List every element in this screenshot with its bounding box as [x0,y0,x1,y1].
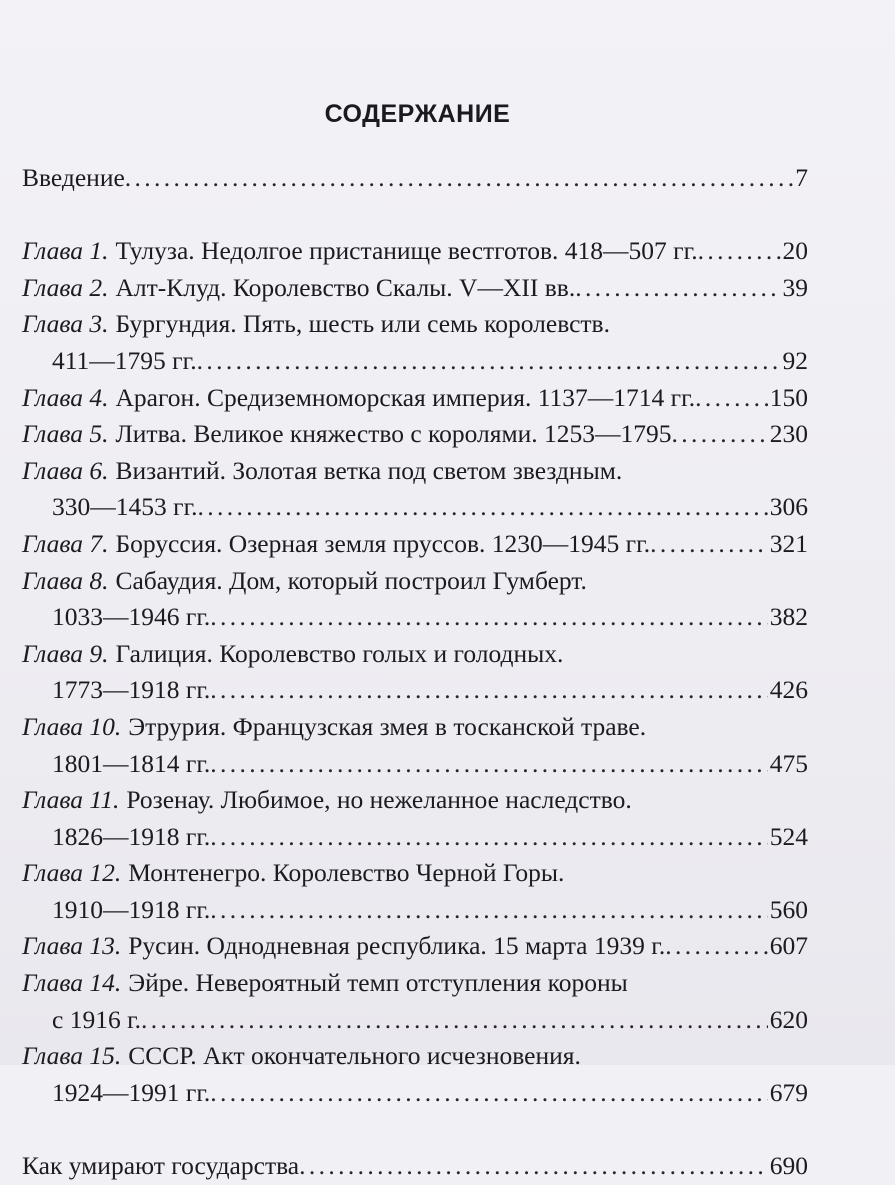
dot-leader [210,819,767,856]
dot-leader [125,160,793,197]
chapter-title-continuation: 1801—1814 гг. [52,748,211,778]
toc-line [22,965,808,1002]
chapter-title-continuation: 1826—1918 гг. [52,821,211,851]
spacer [22,1111,808,1148]
entry-title: Введение [22,163,125,192]
page-number: 475 [769,748,808,778]
toc-line [22,526,808,563]
chapter-title: Боруссия. Озерная земля пруссов. 1230—1945 гг. [115,528,651,558]
dot-leader [210,672,767,709]
spacer [22,197,808,234]
chapter-title: Русин. Однодневная республика. 15 марта 1939 г. [128,931,666,961]
page-number: 560 [769,894,808,924]
chapter-title: Эйре. Невероятный темп отступления короны [128,968,628,998]
chapter-title: Литва. Великое княжество с королями. 1253—1795 [115,419,672,449]
chapter-label: Глава 5. [22,419,109,449]
chapter-title: СССР. Акт окончательного исчезновения. [128,1041,581,1071]
toc-line-continuation [22,1002,808,1039]
chapter-title-continuation: 1924—1991 гг. [52,1077,211,1107]
page-number: 607 [769,931,808,961]
toc-entry-chapter[interactable] [22,416,808,453]
page-number: 7 [795,163,808,192]
chapter-label: Глава 10. [22,711,122,741]
toc-line [22,306,808,343]
toc-entry-chapter[interactable] [22,1038,808,1111]
toc-entry-chapter[interactable] [22,306,808,379]
toc-entry-chapter[interactable] [22,965,808,1038]
toc-line-continuation [22,672,808,709]
dot-leader [698,233,781,270]
chapter-title: Арагон. Средиземноморская империя. 1137—1714 гг. [115,382,696,412]
toc-entry-chapter[interactable] [22,380,808,417]
chapter-label: Глава 4. [22,382,109,412]
toc-line-continuation [22,599,808,636]
chapter-label: Глава 11. [22,785,120,815]
toc-line [22,636,808,673]
dot-leader [672,416,768,453]
page-number: 150 [769,382,808,412]
page-number: 690 [769,1151,808,1181]
dot-leader [210,746,767,783]
dot-leader [650,526,768,563]
chapter-label: Глава 15. [22,1041,122,1071]
toc-line [22,563,808,600]
toc-line [22,782,808,819]
toc-entry-chapter[interactable] [22,636,808,709]
chapter-title: Этрурия. Французская змея в тосканской траве. [128,711,647,741]
dot-leader [575,270,780,307]
chapter-title-continuation: с 1916 г. [52,1004,142,1034]
dot-leader [210,599,767,636]
chapter-title: Сабаудия. Дом, который построил Гумберт. [115,565,587,595]
toc-entry-chapter[interactable] [22,563,808,636]
chapter-title: Тулуза. Недолгое пристанище вестготов. 418—507 гг. [115,236,698,266]
toc-entry-chapter[interactable] [22,233,808,270]
toc-line [22,855,808,892]
toc-entry-conclusion[interactable] [22,1148,808,1185]
chapter-title: Бургундия. Пять, шесть или семь королевств. [115,309,610,339]
toc-entry-chapter[interactable] [22,526,808,563]
chapter-title: Монтенегро. Королевство Черной Горы. [128,858,565,888]
chapter-title: Алт-Клуд. Королевство Скалы. V—XII вв. [115,272,576,302]
chapter-label: Глава 7. [22,528,109,558]
toc-line [22,233,808,270]
chapter-label: Глава 1. [22,236,109,266]
page-number: 620 [769,1004,808,1034]
toc-entry-intro[interactable] [22,160,808,197]
dot-leader [141,1002,768,1039]
table-of-contents [22,160,808,1185]
chapter-title-continuation: 1910—1918 гг. [52,894,211,924]
toc-entry-chapter[interactable] [22,270,808,307]
chapter-label: Глава 13. [22,931,122,961]
page-number: 679 [769,1077,808,1107]
toc-entry-chapter[interactable] [22,928,808,965]
toc-entry-chapter[interactable] [22,709,808,782]
toc-line-continuation [22,1075,808,1112]
page-number: 306 [769,492,808,522]
chapter-title: Византий. Золотая ветка под светом звездным. [115,455,623,485]
chapter-title-continuation: 1773—1918 гг. [52,675,211,705]
dot-leader [210,892,767,929]
toc-line-continuation [22,343,808,380]
dot-leader [198,489,768,526]
toc-entry-chapter[interactable] [22,453,808,526]
chapter-title: Галиция. Королевство голых и голодных. [115,638,564,668]
page-number: 20 [782,236,808,266]
toc-line [22,709,808,746]
toc-line-continuation [22,489,808,526]
toc-line [22,380,808,417]
dot-leader [695,380,768,417]
page-title: СОДЕРЖАНИЕ [324,100,511,128]
dot-leader [210,1075,767,1112]
chapter-title-continuation: 411—1795 гг. [52,345,197,375]
toc-entry-chapter[interactable] [22,855,808,928]
chapter-title-continuation: 1033—1946 гг. [52,602,211,632]
toc-line [22,416,808,453]
toc-line [22,453,808,490]
page-number: 92 [782,345,808,375]
entry-title: Как умирают государства [22,1151,300,1181]
chapter-label: Глава 6. [22,455,109,485]
dot-leader [197,343,781,380]
page-number: 39 [782,272,808,302]
page-number: 524 [769,821,808,851]
toc-line [22,928,808,965]
dot-leader [665,928,768,965]
page-number: 230 [769,419,808,449]
page-number: 382 [769,602,808,632]
chapter-label: Глава 9. [22,638,109,668]
page-number: 426 [769,675,808,705]
chapter-list [22,233,808,1111]
toc-line-continuation [22,892,808,929]
chapter-label: Глава 2. [22,272,109,302]
toc-line [22,270,808,307]
chapter-label: Глава 14. [22,968,122,998]
chapter-label: Глава 3. [22,309,109,339]
toc-line-continuation [22,746,808,783]
toc-line-continuation [22,819,808,856]
toc-entry-chapter[interactable] [22,782,808,855]
chapter-title-continuation: 330—1453 гг. [52,492,198,522]
toc-line [22,1038,808,1075]
chapter-title: Розенау. Любимое, но нежеланное наследство. [126,785,632,815]
page-number: 321 [769,528,808,558]
dot-leader [299,1148,768,1185]
chapter-label: Глава 12. [22,858,122,888]
chapter-label: Глава 8. [22,565,109,595]
